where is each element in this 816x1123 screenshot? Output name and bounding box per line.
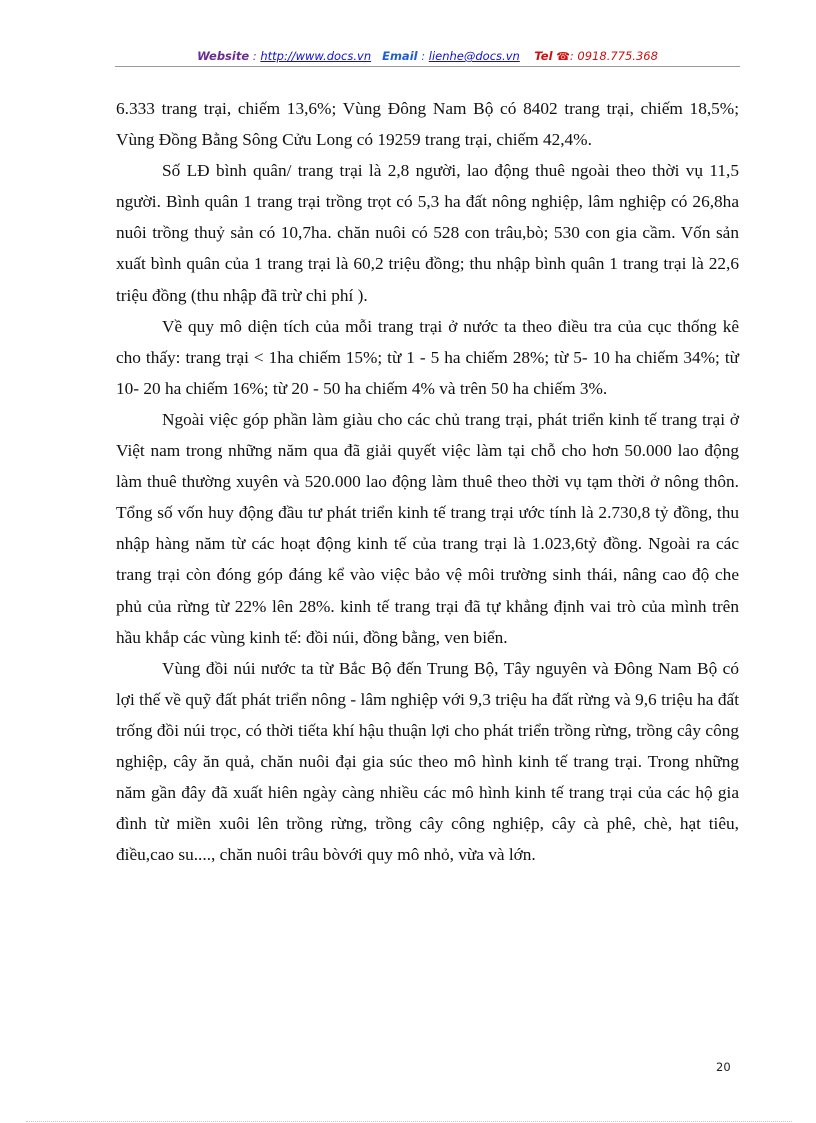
email-label: Email bbox=[382, 49, 418, 63]
paragraph-5: Vùng đồi núi nước ta từ Bắc Bộ đến Trung Bộ, Tây nguyên và Đông Nam Bộ có lợi thế về quỹ đất phát triển nông - lâm nghiệp với 9,3 triệu ha đất rừng và 9,6 triệu ha đất trống đồi núi trọc, có thời tiếta khí hậu thuận lợi cho phát triển trồng rừng, trồng cây công nghiệp, cây ăn quả, chăn nuôi đại gia súc theo mô hình kinh tế trang trại. Trong những năm gần đây đã xuất hiên ngày càng nhiều các mô hình kinh tế trang trại của các hộ gia đình từ miền xuôi lên trồng rừng, trồng cây công nghiệp, cây cà phê, chè, hạt tiêu, điều,cao su...., chăn nuôi trâu bòvới quy mô nhỏ, vừa và lớn. bbox=[116, 658, 739, 865]
tel-separator: : bbox=[569, 49, 578, 63]
email-separator: : bbox=[417, 49, 429, 63]
paragraph-1: 6.333 trang trại, chiếm 13,6%; Vùng Đông Nam Bộ có 8402 trang trại, chiếm 18,5%; Vùng Đồng Bằng Sông Cửu Long có 19259 trang trại, chiếm 42,4%. bbox=[116, 99, 739, 150]
page-header bbox=[115, 47, 740, 66]
header-divider bbox=[115, 66, 740, 67]
tel-number: 0918.775.368 bbox=[577, 49, 658, 63]
paragraph-4: Ngoài việc góp phần làm giàu cho các chủ trang trại, phát triển kinh tế trang trại ở Việt nam trong những năm qua đã giải quyết việc làm tại chỗ cho hơn 50.000 lao động làm thuê thường xuyên và 520.000 lao động làm thuê theo thời vụ tạm thời ở nông thôn. Tổng số vốn huy động đầu tư phát triển kinh tế trang trại ước tính là 2.730,8 tỷ đồng, thu nhập hàng năm từ các hoạt động kinh tế của trang trại là 1.023,6tỷ đồng. Ngoài ra các trang trại còn đóng góp đáng kể vào việc bảo vệ môi trường sinh thái, nâng cao độ che phủ của rừng từ 22% lên 28%. kinh tế trang trại đã tự khẳng định vai trò của mình trên hầu khắp các vùng kinh tế: đồi núi, đồng bằng, ven biển. bbox=[116, 409, 739, 647]
email-link[interactable]: lienhe@docs.vn bbox=[428, 49, 520, 63]
website-label: Website bbox=[197, 49, 250, 63]
phone-icon: ☎ bbox=[556, 50, 570, 63]
tel-label: Tel bbox=[534, 49, 553, 63]
website-separator: : bbox=[249, 49, 261, 63]
paragraph-2: Số LĐ bình quân/ trang trại là 2,8 người, lao động thuê ngoài theo thời vụ 11,5 người. Bình quân 1 trang trại trồng trọt có 5,3 ha đất nông nghiệp, lâm nghiệp có 26,8ha nuôi trồng thuỷ sản có 10,7ha. chăn nuôi có 528 con trâu,bò; 530 con gia cầm. Vốn sản xuất bình quân của 1 trang trại là 60,2 triệu đồng; thu nhập bình quân 1 trang trại là 22,6 triệu đồng (thu nhập đã trừ chi phí ). bbox=[116, 161, 739, 305]
paragraph-3: Về quy mô diện tích của mỗi trang trại ở nước ta theo điều tra của cục thống kê cho thấy: trang trại < 1ha chiếm 15%; từ 1 - 5 ha chiếm 28%; từ 5- 10 ha chiếm 34%; từ 10- 20 ha chiếm 16%; từ 20 - 50 ha chiếm 4% và trên 50 ha chiếm 3%. bbox=[116, 316, 739, 398]
website-link[interactable]: http://www.docs.vn bbox=[260, 49, 372, 63]
page-number: 20 bbox=[716, 1060, 731, 1074]
page-bottom-border bbox=[26, 1121, 792, 1122]
body-text bbox=[116, 93, 739, 870]
